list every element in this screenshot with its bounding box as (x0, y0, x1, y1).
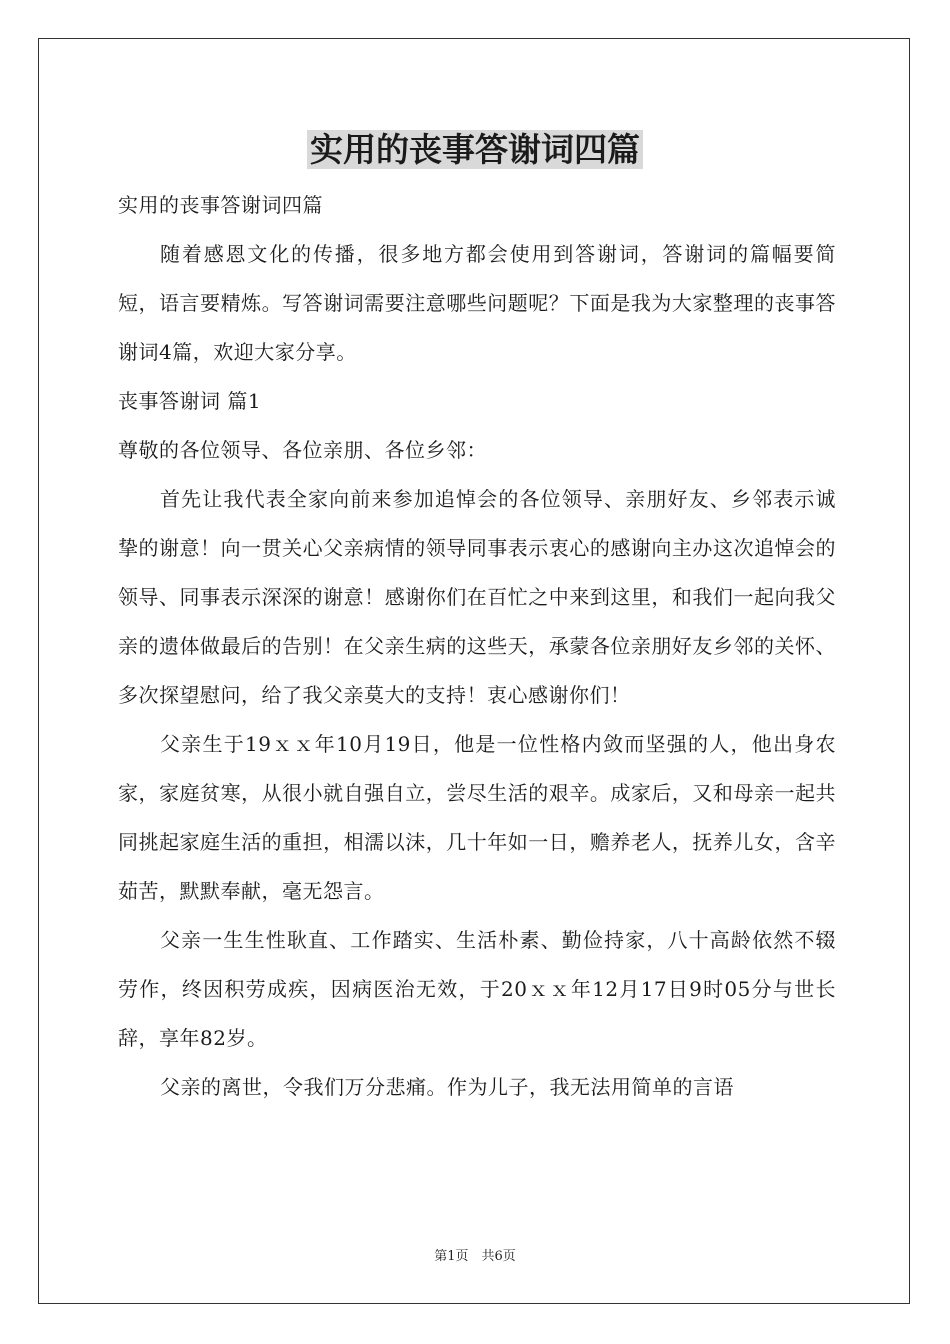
body-paragraph: 父亲一生生性耿直、工作踏实、生活朴素、勤俭持家，八十高龄依然不辍劳作，终因积劳成疾，因病医治无效，于20ｘｘ年12月17日9时05分与世长辞，享年82岁。 (118, 928, 836, 1050)
body-paragraph: 父亲生于19ｘｘ年10月19日，他是一位性格内敛而坚强的人，他出身农家，家庭贫寒，从很小就自强自立，尝尽生活的艰辛。成家后，又和母亲一起共同挑起家庭生活的重担，相濡以沫，几十年如一日，赡养老人，抚养儿女，含辛茹苦，默默奉献，毫无怨言。 (118, 732, 836, 903)
page-footer: 第1页 共6页 (434, 1249, 516, 1264)
body-paragraph: 父亲的离世，令我们万分悲痛。作为儿子，我无法用简单的言语 (160, 1075, 734, 1099)
intro-paragraph: 随着感恩文化的传播，很多地方都会使用到答谢词，答谢词的篇幅要简短，语言要精炼。写答谢词需要注意哪些问题呢？下面是我为大家整理的丧事答谢词4篇，欢迎大家分享。 (118, 242, 836, 364)
document-title-text: 实用的丧事答谢词四篇 (307, 130, 643, 169)
body-paragraph: 首先让我代表全家向前来参加追悼会的各位领导、亲朋好友、乡邻表示诚挚的谢意！向一贯关心父亲病情的领导同事表示衷心的感谢向主办这次追悼会的领导、同事表示深深的谢意！感谢你们在百忙之中来到这里，和我们一起向我父亲的遗体做最后的告别！在父亲生病的这些天，承蒙各位亲朋好友乡邻的关怀、多次探望慰问，给了我父亲莫大的支持！衷心感谢你们！ (118, 487, 836, 707)
salutation: 尊敬的各位领导、各位亲朋、各位乡邻： (118, 438, 487, 462)
document-subtitle: 实用的丧事答谢词四篇 (118, 193, 323, 217)
document-body (118, 181, 836, 1112)
document-title (0, 128, 950, 172)
section-heading: 丧事答谢词 篇1 (118, 389, 262, 413)
